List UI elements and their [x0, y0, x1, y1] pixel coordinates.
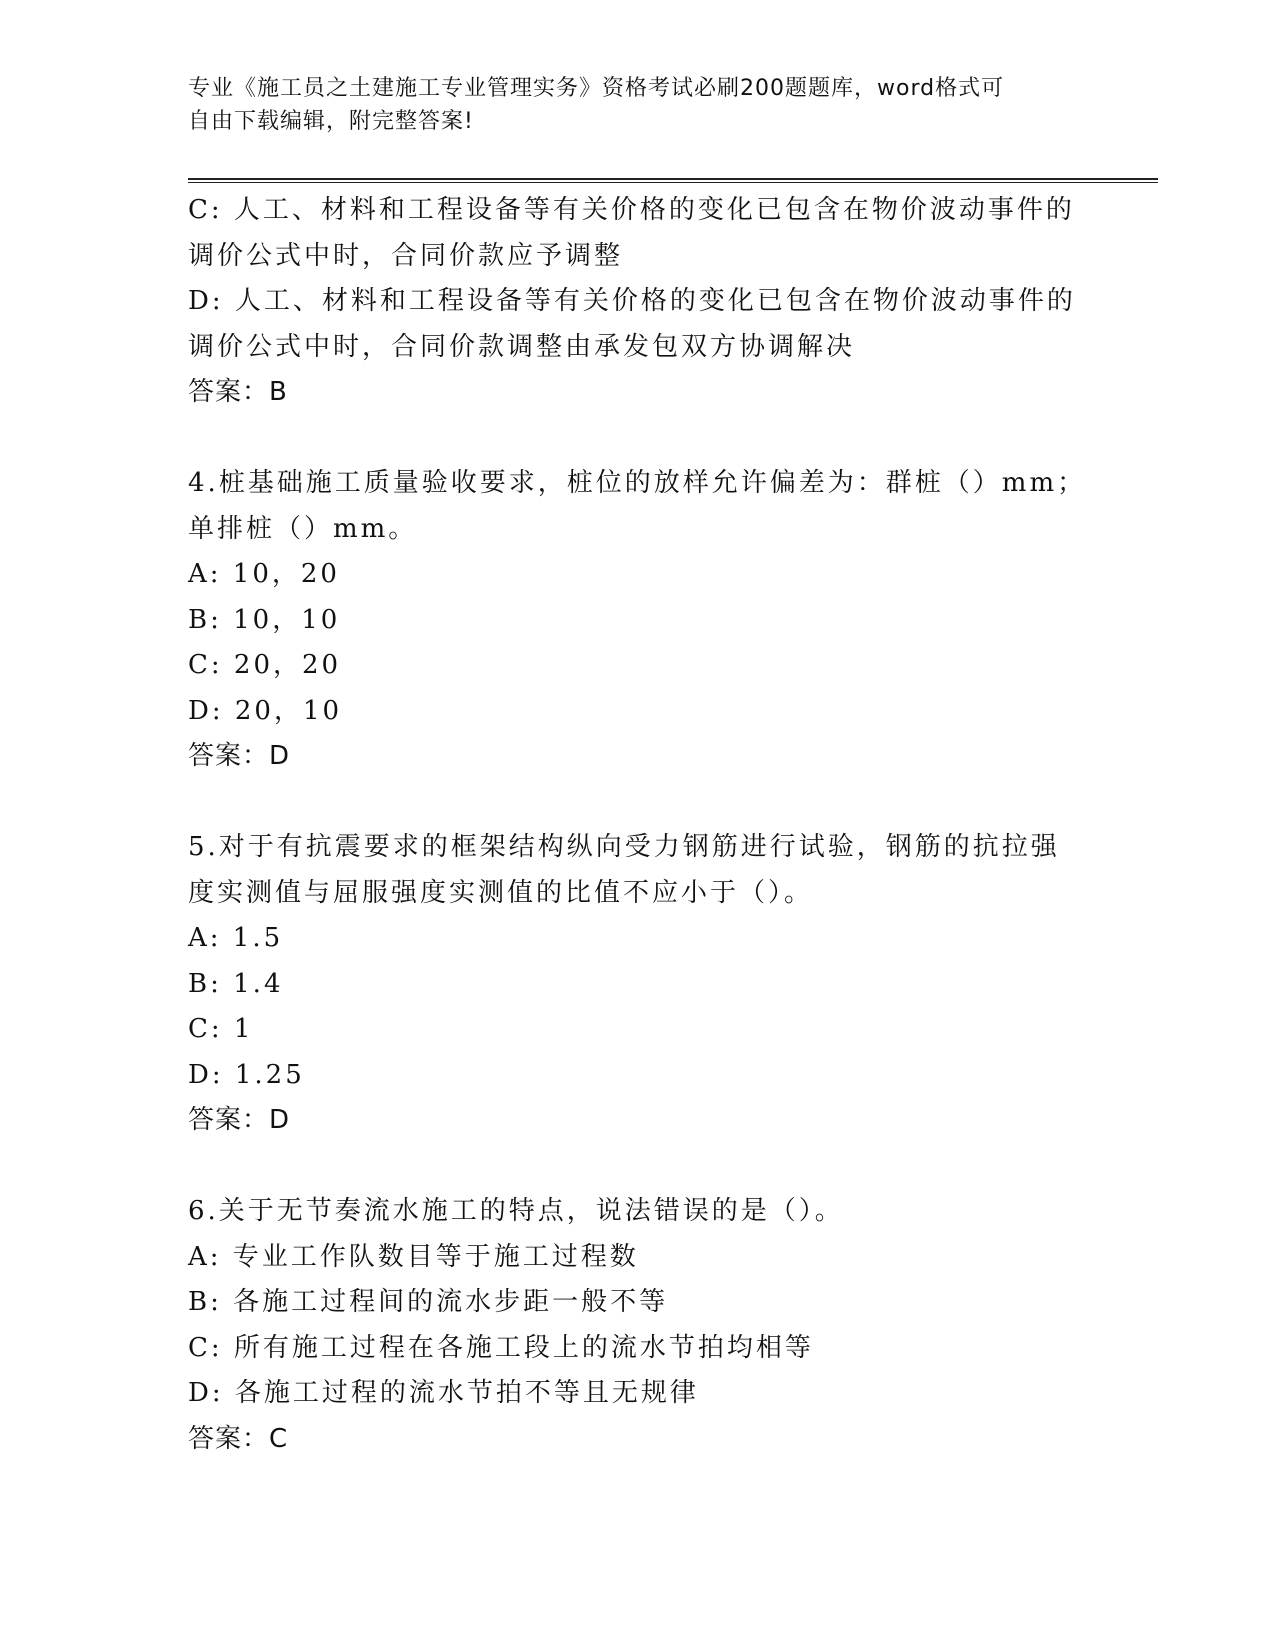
- q4-option-d: D: 20，10: [188, 695, 343, 726]
- q4-option-c: C: 20，20: [188, 650, 342, 680]
- header-line-2: 自由下载编辑，附完整答案!: [188, 109, 474, 134]
- spacer: [188, 1144, 1088, 1190]
- q3-answer: 答案：B: [188, 377, 288, 407]
- q4-option-a: A: 10，20: [188, 559, 340, 589]
- q6-option-a: A: 专业工作队数目等于施工过程数: [188, 1241, 639, 1272]
- q4-option-b: B: 10，10: [188, 604, 341, 635]
- question-5: [188, 825, 1088, 1144]
- q6-answer: 答案：C: [188, 1423, 289, 1454]
- q6-stem-line-1: 6.关于无节奏流水施工的特点，说法错误的是（）。: [188, 1196, 844, 1226]
- q6-option-d: D: 各施工过程的流水节拍不等且无规律: [188, 1378, 699, 1408]
- question-4: [188, 461, 1088, 780]
- header-divider: [188, 178, 1158, 183]
- q4-stem-line-2: 单排桩（）mm。: [188, 513, 418, 544]
- question-3-tail: [188, 188, 1088, 416]
- q5-stem-line-1: 5.对于有抗震要求的框架结构纵向受力钢筋进行试验，钢筋的抗拉强: [188, 832, 1060, 862]
- q3-option-d-line-2: 调价公式中时，合同价款调整由承发包双方协调解决: [188, 331, 856, 362]
- q6-option-c: C: 所有施工过程在各施工段上的流水节拍均相等: [188, 1332, 814, 1363]
- q5-option-c: C: 1: [188, 1014, 254, 1044]
- q5-answer: 答案：D: [188, 1105, 291, 1135]
- q3-option-c-line-2: 调价公式中时，合同价款应予调整: [188, 240, 624, 271]
- q5-option-d: D: 1.25: [188, 1059, 305, 1090]
- q3-option-c-line-1: C: 人工、材料和工程设备等有关价格的变化已包含在物价波动事件的: [188, 195, 1075, 225]
- q4-stem-line-1: 4.桩基础施工质量验收要求，桩位的放样允许偏差为：群桩（）mm；: [188, 468, 1087, 498]
- q5-option-a: A: 1.5: [188, 923, 284, 953]
- spacer: [188, 780, 1088, 826]
- spacer: [188, 416, 1088, 462]
- question-list: [188, 188, 1088, 1462]
- q5-stem-line-2: 度实测值与屈服强度实测值的比值不应小于（）。: [188, 877, 814, 908]
- page-header: [188, 72, 1068, 138]
- q4-answer: 答案：D: [188, 741, 291, 771]
- q5-option-b: B: 1.4: [188, 968, 284, 999]
- q3-option-d-line-1: D: 人工、材料和工程设备等有关价格的变化已包含在物价波动事件的: [188, 286, 1076, 316]
- header-line-1: 专业《施工员之土建施工专业管理实务》资格考试必刷200题题库，word格式可: [188, 76, 1005, 101]
- q6-option-b: B: 各施工过程间的流水步距一般不等: [188, 1287, 669, 1317]
- question-6: [188, 1189, 1088, 1462]
